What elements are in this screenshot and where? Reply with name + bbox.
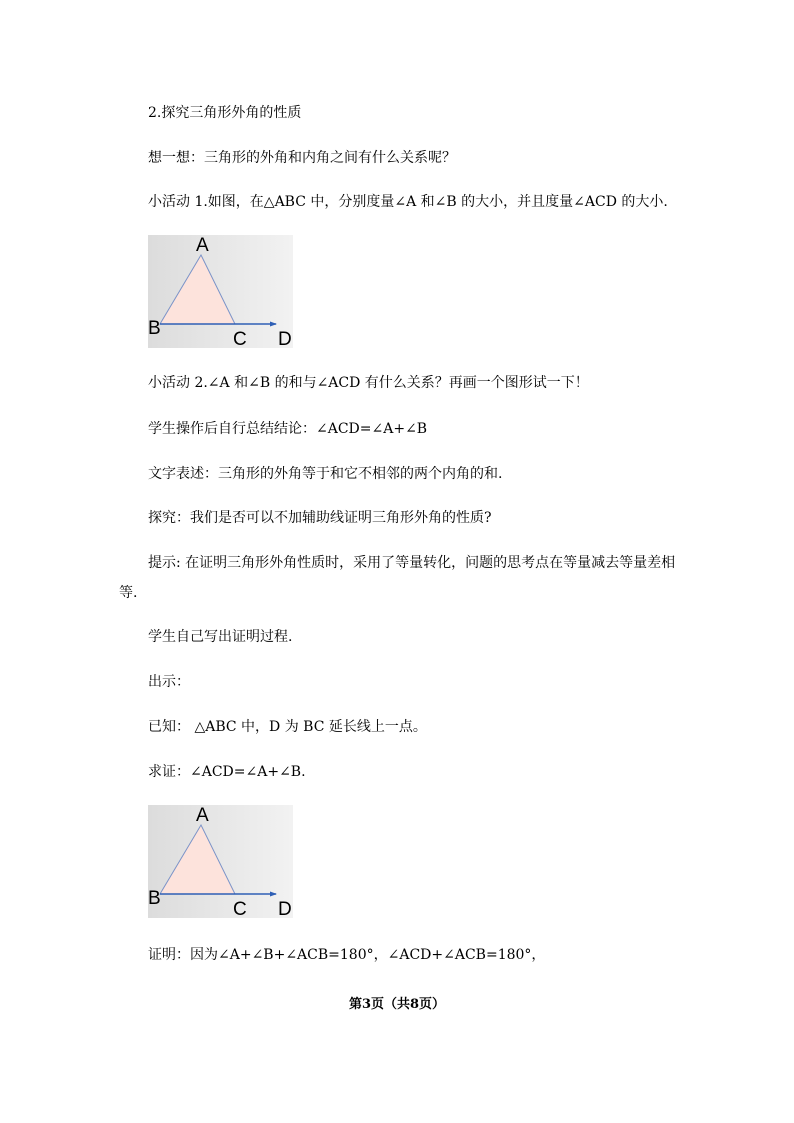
paragraph-statement: 文字表述：三角形的外角等于和它不相邻的两个内角的和.: [148, 466, 503, 482]
label-a: A: [196, 805, 209, 826]
paragraph-proof-intro: 学生自己写出证明过程.: [148, 629, 293, 645]
paragraph-show: 出示：: [148, 674, 190, 690]
paragraph-proof: 证明：因为∠A+∠B+∠ACB=180°，∠ACD+∠ACB=180°，: [148, 947, 546, 963]
paragraph-prove: 求证：∠ACD=∠A+∠B.: [148, 764, 306, 780]
label-a: A: [196, 235, 209, 256]
label-d: D: [278, 899, 292, 918]
label-c: C: [233, 899, 247, 918]
paragraph-activity-2: 小活动 2.∠A 和∠B 的和与∠ACD 有什么关系？再画一个图形试一下！: [148, 375, 589, 391]
paragraph-given: 已知： △ABC 中，D 为 BC 延长线上一点。: [148, 719, 427, 735]
page-footer: 第3页（共8页）: [348, 997, 446, 1012]
figure-background: [148, 235, 293, 348]
triangle-figure-2: [148, 805, 293, 918]
paragraph-conclusion: 学生操作后自行总结结论：∠ACD=∠A+∠B: [148, 421, 428, 437]
figure-background: [148, 805, 293, 918]
paragraph-hint: 提示: 在证明三角形外角性质时，采用了等量转化，问题的思考点在等量减去等量差相: [148, 555, 676, 571]
triangle-figure-1: [148, 235, 293, 348]
label-b: B: [148, 318, 161, 339]
paragraph-think: 想一想：三角形的外角和内角之间有什么关系呢？: [148, 150, 456, 166]
label-b: B: [148, 888, 161, 909]
paragraph-hint-cont: 等.: [119, 585, 138, 601]
label-d: D: [278, 329, 292, 348]
section-title: 2.探究三角形外角的性质: [148, 105, 302, 121]
label-c: C: [233, 329, 247, 348]
paragraph-activity-1: 小活动 1.如图，在△ABC 中，分别度量∠A 和∠B 的大小，并且度量∠ACD 的大小.: [148, 194, 668, 210]
paragraph-explore: 探究：我们是否可以不加辅助线证明三角形外角的性质?: [148, 510, 492, 526]
